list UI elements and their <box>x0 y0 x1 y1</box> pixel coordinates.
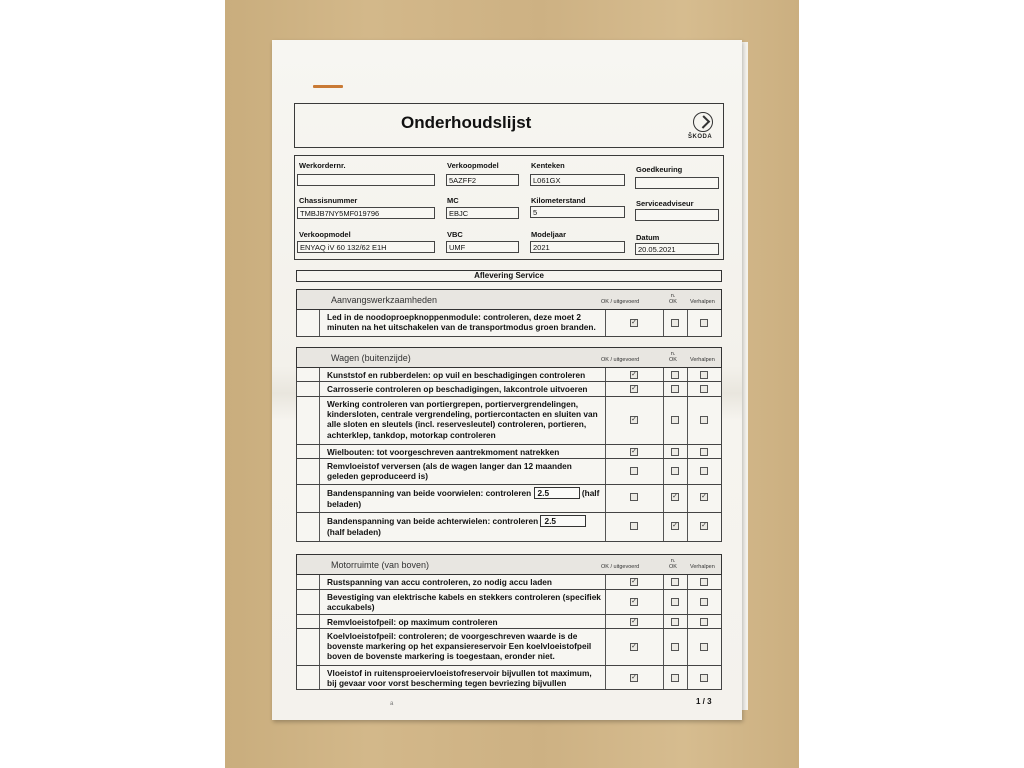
row-text-note: (half beladen) <box>327 527 381 537</box>
row-margin-line <box>319 382 320 396</box>
column-divider <box>605 615 606 628</box>
staple <box>313 85 343 88</box>
column-divider <box>605 397 606 444</box>
nok-checkbox[interactable]: ✓ <box>672 522 678 529</box>
section-header <box>296 347 722 368</box>
row-text <box>327 487 602 509</box>
row-text: Remvloeistofpeil: op maximum controleren <box>327 617 498 627</box>
row-margin-line <box>319 615 320 628</box>
checklist-row <box>296 575 722 590</box>
column-divider <box>687 666 688 689</box>
column-fix: Verhalpen <box>690 299 715 305</box>
column-divider <box>663 513 664 541</box>
fix-checkbox[interactable] <box>700 319 708 327</box>
column-divider <box>605 513 606 541</box>
column-divider <box>663 397 664 444</box>
field-label: Datum <box>636 233 660 242</box>
checklist-row <box>296 397 722 445</box>
row-margin-line <box>319 629 320 665</box>
column-divider <box>605 629 606 665</box>
nok-checkbox[interactable] <box>671 643 679 651</box>
row-text: Carrosserie controleren op beschadigingen, lakcontrole uitvoeren <box>327 384 588 394</box>
row-text-note: (half beladen) <box>327 488 600 509</box>
column-divider <box>663 575 664 589</box>
checklist-row <box>296 459 722 485</box>
checklist-row <box>296 590 722 615</box>
row-text: Remvloeistof verversen (als de wagen langer dan 12 maanden geleden geproduceerd is) <box>327 461 572 482</box>
field-label: Werkordernr. <box>299 161 346 170</box>
column-fix: Verhalpen <box>690 357 715 363</box>
checklist-row <box>296 629 722 666</box>
row-text: Werking controleren van portiergrepen, portiervergrendelingen, kindersloten, centrale vergrendeling, portiercontacten en sluiten van alle sloten en sleutels (incl. reservesleutel) controleren, portieren, achterklep, tankdop, motorkap controleren <box>327 399 598 440</box>
nok-checkbox[interactable] <box>671 618 679 626</box>
fix-checkbox[interactable] <box>700 416 708 424</box>
column-divider <box>663 445 664 458</box>
ok-checkbox[interactable]: ✓ <box>631 448 637 455</box>
column-divider <box>687 615 688 628</box>
field-label: Kenteken <box>531 161 565 170</box>
sales-model-code-field: 5AZFF2 <box>446 174 519 186</box>
fix-checkbox[interactable] <box>700 448 708 456</box>
column-divider <box>663 368 664 381</box>
column-divider <box>663 310 664 336</box>
row-text: Bevestiging van elektrische kabels en stekkers controleren (specifiek accukabels) <box>327 592 601 613</box>
section-title: Motorruimte (van boven) <box>331 560 430 570</box>
ok-checkbox[interactable]: ✓ <box>631 674 637 681</box>
model-year-field: 2021 <box>530 241 625 253</box>
workorder-field <box>297 174 435 186</box>
column-divider <box>663 382 664 396</box>
row-margin-line <box>319 459 320 484</box>
fix-checkbox[interactable] <box>700 371 708 379</box>
nok-checkbox[interactable] <box>671 598 679 606</box>
ok-checkbox[interactable]: ✓ <box>631 643 637 650</box>
fix-checkbox[interactable] <box>700 385 708 393</box>
fix-checkbox[interactable] <box>700 643 708 651</box>
ok-checkbox[interactable]: ✓ <box>631 578 637 585</box>
chassis-number-field: TMBJB7NY5MF019796 <box>297 207 435 219</box>
field-label: MC <box>447 196 459 205</box>
column-divider <box>663 615 664 628</box>
section-title: Wagen (buitenzijde) <box>331 353 411 363</box>
nok-checkbox[interactable]: ✓ <box>672 493 678 500</box>
ok-checkbox[interactable]: ✓ <box>631 385 637 392</box>
row-margin-line <box>319 445 320 458</box>
column-divider <box>687 590 688 614</box>
column-divider <box>663 485 664 512</box>
row-margin-line <box>319 485 320 512</box>
nok-checkbox[interactable] <box>671 371 679 379</box>
fix-checkbox[interactable] <box>700 578 708 586</box>
column-nok: n. OK <box>669 558 677 570</box>
mc-field: EBJC <box>446 207 519 219</box>
section-header <box>296 554 722 575</box>
row-margin-line <box>319 590 320 614</box>
checklist-row <box>296 485 722 513</box>
checklist-row <box>296 382 722 397</box>
nok-checkbox[interactable] <box>671 578 679 586</box>
nok-checkbox[interactable] <box>671 385 679 393</box>
fix-checkbox[interactable]: ✓ <box>701 493 707 500</box>
row-text-main: Bandenspanning van beide achterwielen: controleren <box>327 516 539 526</box>
fix-checkbox[interactable] <box>700 467 708 475</box>
column-divider <box>605 445 606 458</box>
field-label: Kilometerstand <box>531 196 586 205</box>
column-ok: OK / uitgevoerd <box>601 564 640 570</box>
row-text: Wielbouten: tot voorgeschreven aantrekmoment natrekken <box>327 447 560 457</box>
license-plate-field: L061GX <box>530 174 625 186</box>
fix-checkbox[interactable] <box>700 618 708 626</box>
column-divider <box>687 513 688 541</box>
ok-checkbox[interactable]: ✓ <box>631 598 637 605</box>
checklist-row <box>296 368 722 382</box>
column-divider <box>605 368 606 381</box>
ok-checkbox[interactable]: ✓ <box>631 416 637 423</box>
column-divider <box>663 666 664 689</box>
column-divider <box>663 459 664 484</box>
nok-checkbox[interactable] <box>671 319 679 327</box>
field-label: Verkoopmodel <box>447 161 499 170</box>
checklist-row <box>296 666 722 690</box>
fix-checkbox[interactable] <box>700 598 708 606</box>
page-number: 1 / 3 <box>696 697 712 706</box>
checklist-row <box>296 615 722 629</box>
document-title: Onderhoudslijst <box>401 113 532 132</box>
ok-checkbox[interactable] <box>630 493 638 501</box>
field-label: VBC <box>447 230 463 239</box>
brand-name: ŠKODA <box>688 134 713 140</box>
row-text: Led in de noodoproepknoppenmodule: controleren, deze moet 2 minuten na het uitschakelen van de transportmodus groen branden. <box>327 312 596 333</box>
checklist-row <box>296 513 722 542</box>
model-name-field: ENYAQ iV 60 132/62 E1H <box>297 241 435 253</box>
ok-checkbox[interactable] <box>630 522 638 530</box>
column-divider <box>605 459 606 484</box>
row-text <box>327 515 602 537</box>
approval-field <box>635 177 719 189</box>
ok-checkbox[interactable] <box>630 467 638 475</box>
front-tire-pressure-value: 2.5 <box>534 487 580 499</box>
row-margin-line <box>319 397 320 444</box>
fix-checkbox[interactable]: ✓ <box>701 522 707 529</box>
mileage-field: 5 <box>530 206 625 218</box>
ok-checkbox[interactable]: ✓ <box>631 371 637 378</box>
vbc-field: UMF <box>446 241 519 253</box>
skoda-logo-icon <box>693 112 713 132</box>
column-ok: OK / uitgevoerd <box>601 299 640 305</box>
field-label: Goedkeuring <box>636 165 683 174</box>
date-field: 20.05.2021 <box>635 243 719 255</box>
checklist-row <box>296 445 722 459</box>
row-margin-line <box>319 666 320 689</box>
checklist-row <box>296 310 722 337</box>
row-text: Koelvloeistofpeil: controleren; de voorgeschreven waarde is de bovenste markering op het expansiereservoir Een koelvloeistofpeil boven de bovenste markering is toegestaan, eronder niet. <box>327 631 592 662</box>
column-divider <box>663 629 664 665</box>
column-divider <box>687 459 688 484</box>
column-divider <box>605 310 606 336</box>
service-advisor-field <box>635 209 719 221</box>
row-margin-line <box>319 310 320 336</box>
row-text: Vloeistof in ruitensproeiervloeistofreservoir bijvullen tot maximum, bij gevaar voor vorst bescherming tegen bevriezing bijvullen <box>327 668 592 689</box>
row-margin-line <box>319 368 320 381</box>
nok-checkbox[interactable] <box>671 467 679 475</box>
nok-checkbox[interactable] <box>671 448 679 456</box>
ok-checkbox[interactable]: ✓ <box>631 618 637 625</box>
column-divider <box>663 590 664 614</box>
column-divider <box>687 310 688 336</box>
column-divider <box>687 575 688 589</box>
column-divider <box>687 485 688 512</box>
column-nok: n. OK <box>669 293 677 305</box>
field-label: Chassisnummer <box>299 196 358 205</box>
row-text: Kunststof en rubberdelen: op vuil en beschadigingen controleren <box>327 370 586 380</box>
rear-tire-pressure-value: 2.5 <box>540 515 586 527</box>
column-divider <box>687 382 688 396</box>
column-divider <box>605 590 606 614</box>
field-label: Verkoopmodel <box>299 230 351 239</box>
row-text-main: Bandenspanning van beide voorwielen: controleren <box>327 488 532 498</box>
fix-checkbox[interactable] <box>700 674 708 682</box>
column-divider <box>605 382 606 396</box>
column-divider <box>605 666 606 689</box>
field-label: Serviceadviseur <box>636 199 694 208</box>
nok-checkbox[interactable] <box>671 674 679 682</box>
ok-checkbox[interactable]: ✓ <box>631 319 637 326</box>
column-divider <box>605 485 606 512</box>
column-fix: Verhalpen <box>690 564 715 570</box>
row-text: Rustspanning van accu controleren, zo nodig accu laden <box>327 577 552 587</box>
column-ok: OK / uitgevoerd <box>601 357 640 363</box>
row-margin-line <box>319 575 320 589</box>
row-margin-line <box>319 513 320 541</box>
nok-checkbox[interactable] <box>671 416 679 424</box>
service-type-bar: Aflevering Service <box>296 270 722 282</box>
section-header <box>296 289 722 310</box>
section-title: Aanvangswerkzaamheden <box>331 295 438 305</box>
column-divider <box>687 629 688 665</box>
field-label: Modeljaar <box>531 230 567 239</box>
column-divider <box>687 368 688 381</box>
column-divider <box>605 575 606 589</box>
footer-mark: a <box>390 701 394 707</box>
column-nok: n. OK <box>669 351 677 363</box>
column-divider <box>687 445 688 458</box>
column-divider <box>687 397 688 444</box>
